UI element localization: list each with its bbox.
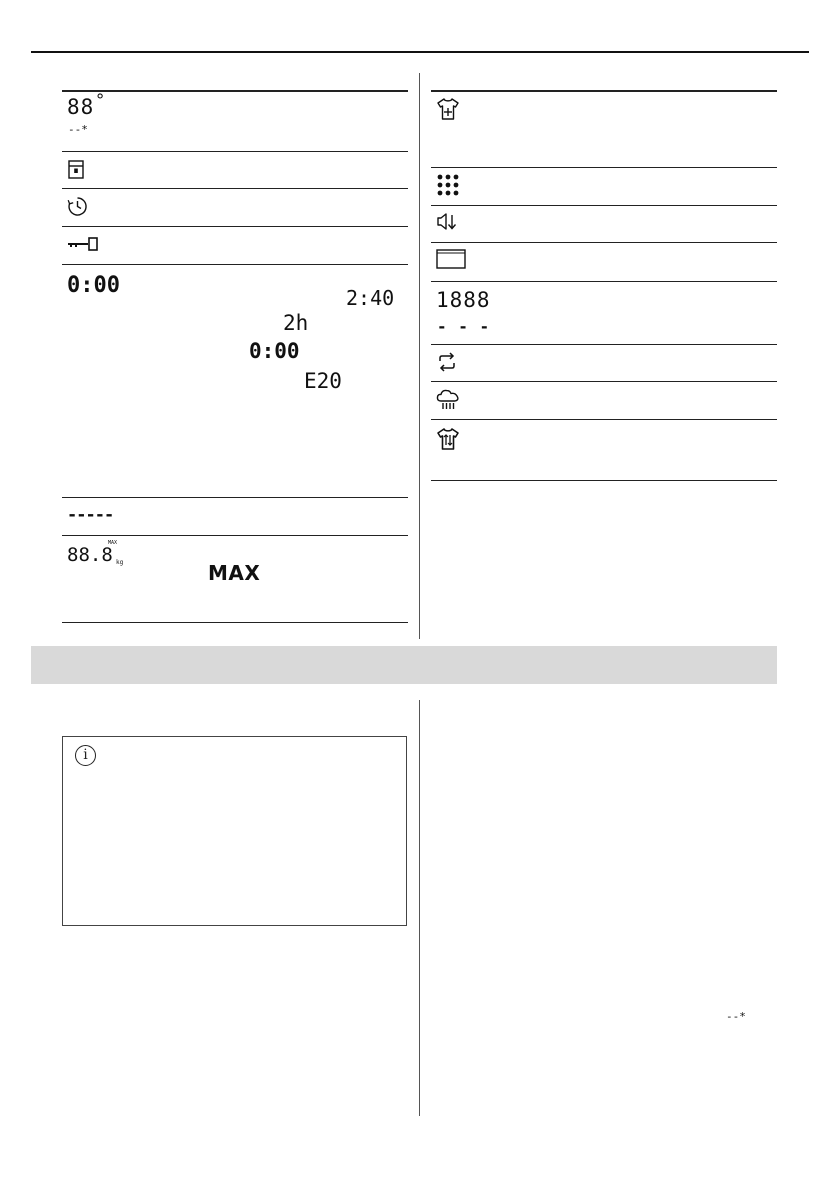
degree-symbol: ° <box>95 91 106 111</box>
table-rule <box>62 151 408 152</box>
spin-dashes: - - - <box>437 317 491 336</box>
table-rule <box>431 381 777 382</box>
table-rule <box>62 264 408 265</box>
weight-digits: 88.8 <box>67 544 113 566</box>
dots-grid-icon <box>437 174 459 196</box>
temperature-digits: 88 <box>67 95 95 119</box>
weight-kg-indicator: kg <box>116 559 124 566</box>
table-rule <box>431 242 777 243</box>
spin-digits: 1888 <box>436 288 491 312</box>
page-top-rule <box>31 51 809 53</box>
no-heat-symbol: --* <box>68 123 88 136</box>
dashes-display: ----- <box>67 505 114 525</box>
table-rule <box>62 497 408 498</box>
shirt-plus-icon <box>436 98 460 120</box>
max-label: MAX <box>208 561 261 585</box>
time-example: 2h <box>283 311 309 335</box>
table-rule <box>431 480 777 481</box>
table-rule <box>62 622 408 623</box>
door-lock-icon <box>68 160 84 179</box>
clock-icon <box>67 196 88 217</box>
table-rule <box>62 226 408 227</box>
table-rule <box>62 535 408 536</box>
key-icon <box>67 237 99 251</box>
table-rule <box>431 419 777 420</box>
shirt-arrows-icon <box>436 428 460 450</box>
table-rule <box>431 205 777 206</box>
info-note-box <box>62 736 407 926</box>
info-icon: i <box>75 745 96 766</box>
table-rule <box>431 90 777 92</box>
table-rule <box>62 90 408 92</box>
drum-box-icon <box>436 249 466 269</box>
cycle-arrows-icon <box>438 352 456 372</box>
weight-max-indicator: MAX <box>108 540 118 546</box>
no-heat-symbol: --* <box>726 1010 746 1023</box>
time-display-main: 0:00 <box>67 273 120 298</box>
column-divider-bottom <box>419 700 420 1116</box>
time-example: 2:40 <box>346 286 395 310</box>
table-rule <box>431 281 777 282</box>
table-rule <box>431 344 777 345</box>
time-example: 0:00 <box>249 339 300 363</box>
table-rule <box>431 167 777 168</box>
speaker-down-icon <box>437 212 459 232</box>
table-rule <box>62 188 408 189</box>
steam-cloud-icon <box>436 388 460 410</box>
column-divider-top <box>419 73 420 639</box>
section-heading-band <box>31 646 777 684</box>
error-code-example: E20 <box>304 369 342 393</box>
